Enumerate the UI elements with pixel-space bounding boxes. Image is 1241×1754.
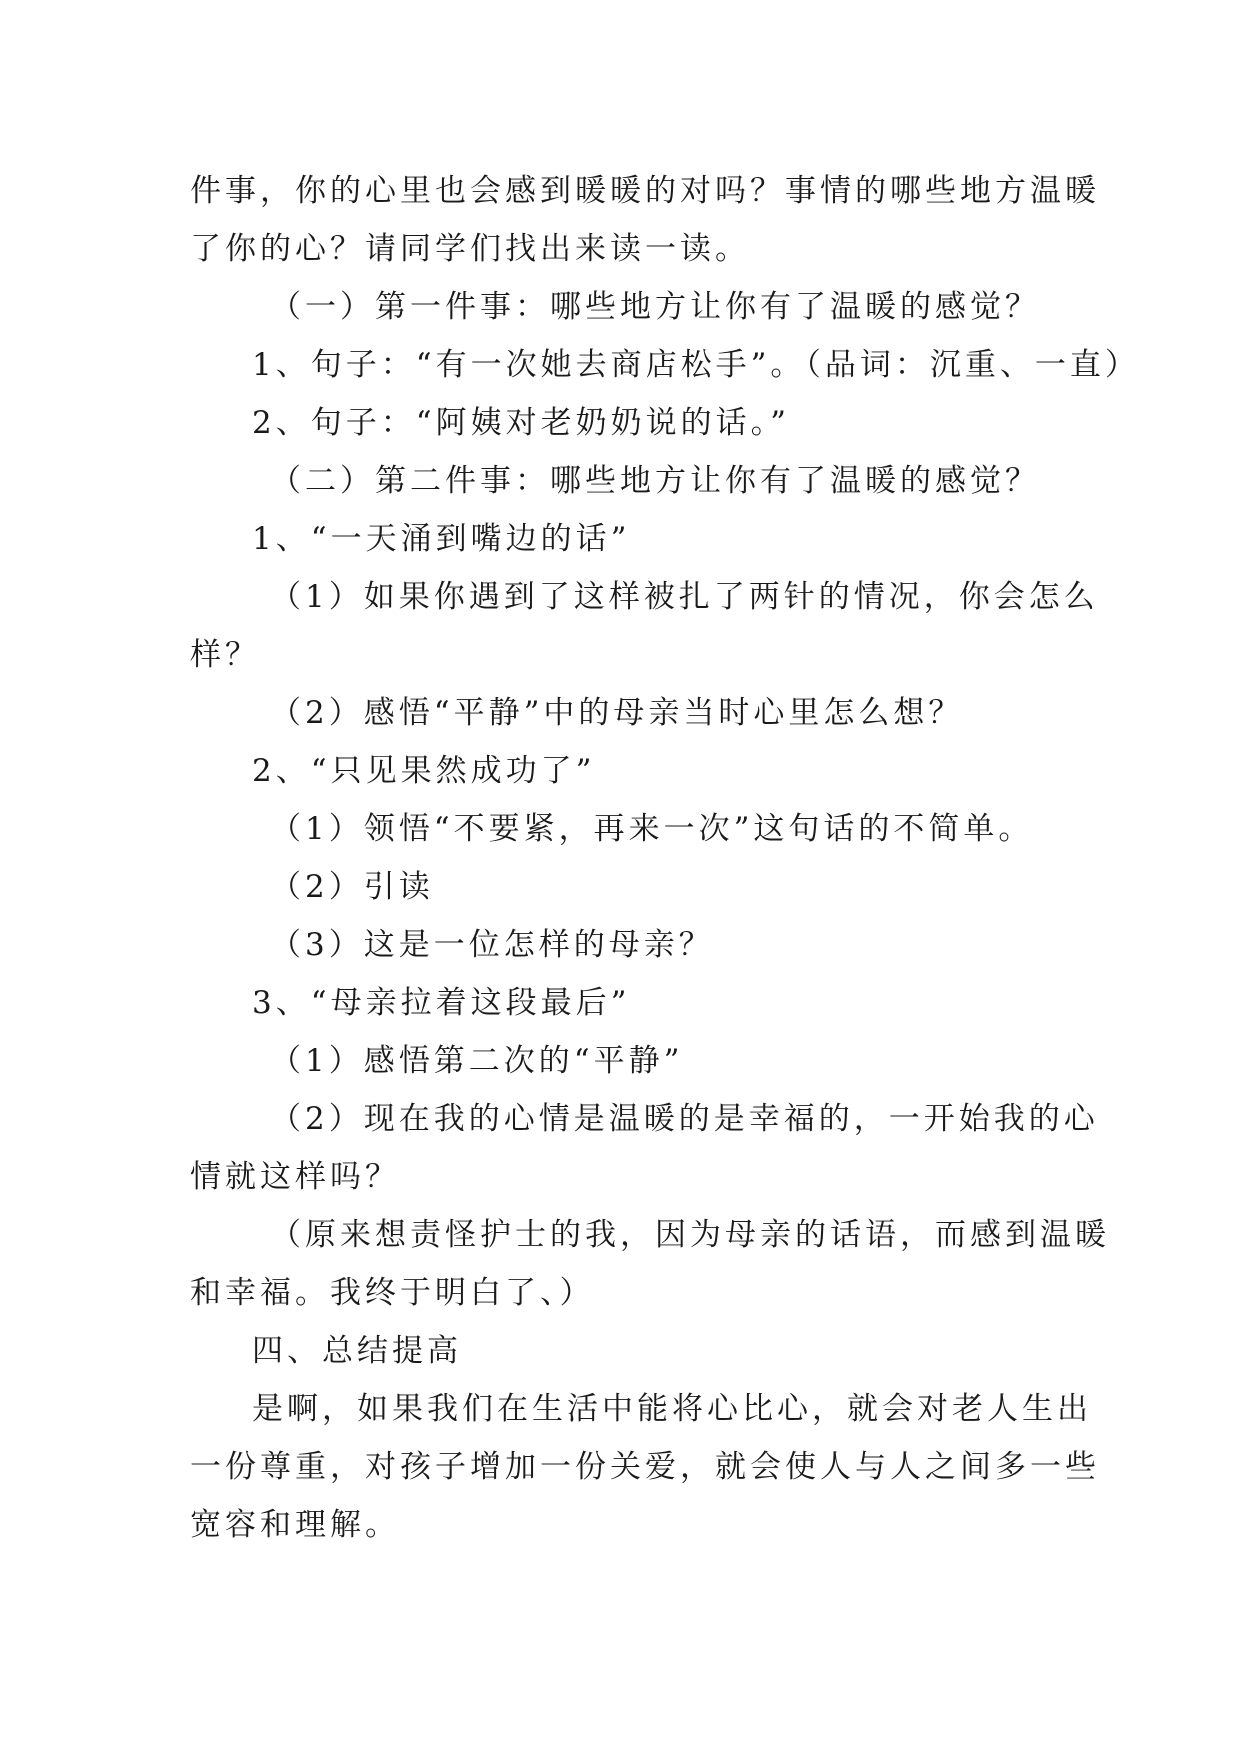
text-line: （原来想责怪护士的我，因为母亲的话语，而感到温暖 [270,1217,1110,1253]
document-body [190,162,1140,1554]
text-line: （2）现在我的心情是温暖的是幸福的，一开始我的心 [270,1101,1099,1137]
text-line: （1）领悟“不要紧，再来一次”这句话的不简单。 [270,811,1034,847]
text-line: （2）感悟“平静”中的母亲当时心里怎么想？ [270,695,964,731]
text-line: （1）如果你遇到了这样被扎了两针的情况，你会怎么 [270,579,1099,615]
text-line: （2）引读 [270,869,434,905]
text-line: 了你的心？请同学们找出来读一读。 [190,231,750,267]
text-line: 1、句子：“有一次她去商店松手”。（品词：沉重、一直） [252,347,1140,383]
text-line: 1、“一天涌到嘴边的话” [252,521,631,557]
text-line: 2、句子：“阿姨对老奶奶说的话。” [252,405,790,441]
text-line: （二）第二件事：哪些地方让你有了温暖的感觉？ [270,463,1040,499]
text-line: 样？ [190,637,260,673]
text-line: 情就这样吗？ [190,1159,400,1195]
text-line: 2、“只见果然成功了” [252,753,596,789]
text-line: （一）第一件事：哪些地方让你有了温暖的感觉？ [270,289,1040,325]
text-line: 四、总结提高 [252,1333,462,1369]
text-line: 一份尊重，对孩子增加一份关爱，就会使人与人之间多一些 [190,1449,1100,1485]
text-line: 件事，你的心里也会感到暖暖的对吗？事情的哪些地方温暖 [190,173,1100,209]
text-line: 宽容和理解。 [190,1507,400,1543]
text-line: （3）这是一位怎样的母亲？ [270,927,714,963]
text-line: 是啊，如果我们在生活中能将心比心，就会对老人生出 [252,1391,1092,1427]
text-line: 和幸福。我终于明白了、） [190,1275,595,1311]
text-line: 3、“母亲拉着这段最后” [252,985,631,1021]
text-line: （1）感悟第二次的“平静” [270,1043,684,1079]
